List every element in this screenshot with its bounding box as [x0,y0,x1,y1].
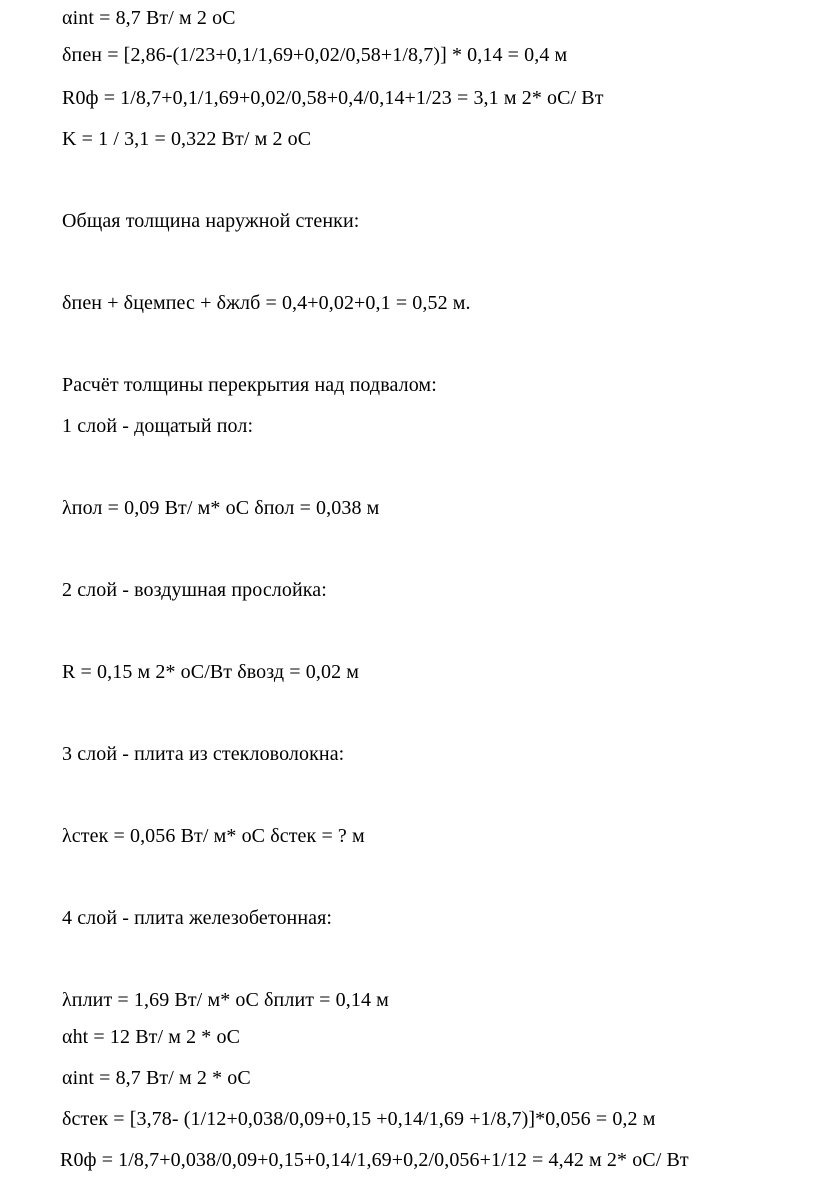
layer-3-heading: 3 слой - плита из стекловолокна: [62,743,345,765]
formula-k: K = 1 / 3,1 = 0,322 Вт/ м 2 оС [62,128,312,150]
heading-floor-calculation: Расчёт толщины перекрытия над подвалом: [62,374,437,396]
formula-alpha-ht: αht = 12 Вт/ м 2 * оС [62,1026,241,1048]
formula-wall-total: δпен + δцемпес + δжлб = 0,4+0,02+0,1 = 0,52 м. [62,292,471,314]
layer-1-heading: 1 слой - дощатый пол: [62,415,254,437]
layer-4-heading: 4 слой - плита железобетонная: [62,907,333,929]
layer-4-values: λплит = 1,69 Вт/ м* оС δплит = 0,14 м [62,989,389,1011]
formula-delta-stek: δстек = [3,78- (1/12+0,038/0,09+0,15 +0,14/1,69 +1/8,7)]*0,056 = 0,2 м [62,1108,656,1130]
formula-r0f-wall: R0ф = 1/8,7+0,1/1,69+0,02/0,58+0,4/0,14+1/23 = 3,1 м 2* оС/ Вт [62,87,604,109]
layer-3-values: λстек = 0,056 Вт/ м* оС δстек = ? м [62,825,365,847]
layer-1-values: λпол = 0,09 Вт/ м* оС δпол = 0,038 м [62,497,380,519]
heading-wall-thickness: Общая толщина наружной стенки: [62,210,360,232]
formula-alpha-int: αint = 8,7 Вт/ м 2 оС [62,7,236,29]
formula-alpha-int-floor: αint = 8,7 Вт/ м 2 * оС [62,1067,251,1089]
formula-r0f-floor: R0ф = 1/8,7+0,038/0,09+0,15+0,14/1,69+0,2/0,056+1/12 = 4,42 м 2* оС/ Вт [60,1149,689,1171]
formula-delta-pen: δпен = [2,86-(1/23+0,1/1,69+0,02/0,58+1/8,7)] * 0,14 = 0,4 м [62,44,568,66]
layer-2-heading: 2 слой - воздушная прослойка: [62,579,327,601]
layer-2-values: R = 0,15 м 2* оС/Вт δвозд = 0,02 м [62,661,360,683]
